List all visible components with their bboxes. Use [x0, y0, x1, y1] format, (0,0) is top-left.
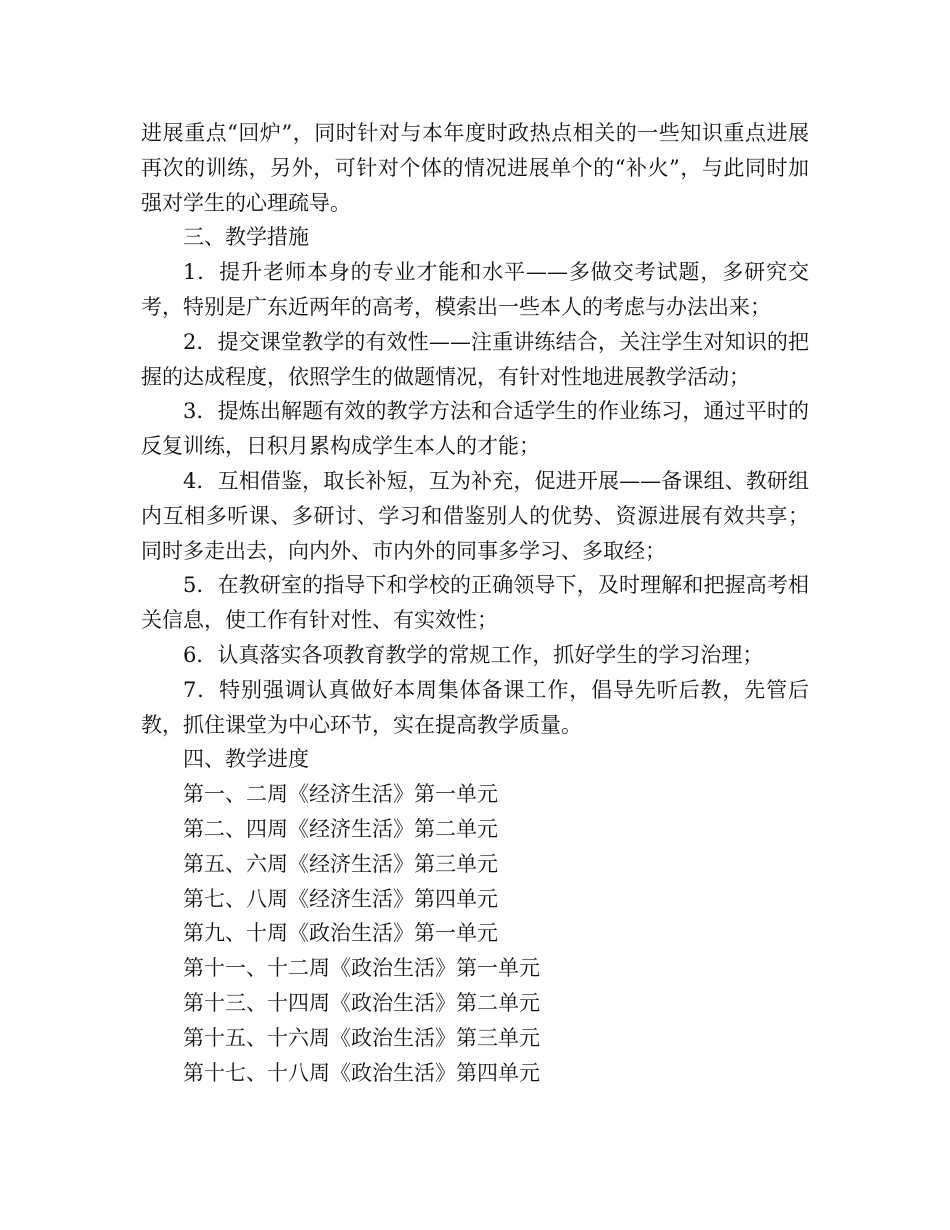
schedule-line: 第十七、十八周《政治生活》第四单元 [183, 1060, 540, 1085]
schedule-line: 第七、八周《经济生活》第四单元 [183, 886, 498, 911]
measure-item-6: 6．认真落实各项教育教学的常规工作，抓好学生的学习治理； [183, 642, 764, 667]
measure-item-7: 7．特别强调认真做好本周集体备课工作，倡导先听后教，先管后教，抓住课堂为中心环节，实在提高教学质量。 [141, 677, 809, 737]
schedule-line: 第五、六周《经济生活》第三单元 [183, 851, 498, 876]
measure-item-3: 3．提炼出解题有效的教学方法和合适学生的作业练习，通过平时的反复训练，日积月累构成学生本人的才能； [141, 399, 809, 459]
measure-item-5: 5．在教研室的指导下和学校的正确领导下，及时理解和把握高考相关信息，使工作有针对性、有实效性； [141, 573, 809, 633]
measure-item-2: 2．提交课堂教学的有效性——注重讲练结合，关注学生对知识的把握的达成程度，依照学生的做题情况，有针对性地进展教学活动； [141, 329, 809, 389]
measure-item-1: 1．提升老师本身的专业才能和水平——多做交考试题，多研究交考，特别是广东近两年的高考，模索出一些本人的考虑与办法出来； [141, 260, 809, 319]
schedule-line: 第九、十周《政治生活》第一单元 [183, 921, 498, 946]
schedule-line: 第十一、十二周《政治生活》第一单元 [183, 956, 540, 981]
schedule-line: 第一、二周《经济生活》第一单元 [183, 782, 498, 807]
measure-item-4: 4．互相借鉴，取长补短，互为补充，促进开展——备课组、教研组内互相多听课、多研讨、学习和借鉴别人的优势、资源进展有效共享；同时多走出去，向内外、市内外的同事多学习、多取经； [141, 468, 809, 563]
section-3-heading: 三、教学措施 [183, 225, 309, 250]
schedule-line: 第十五、十六周《政治生活》第三单元 [183, 1025, 540, 1050]
document-body [141, 116, 809, 1090]
intro-paragraph: 进展重点“回炉”，同时针对与本年度时政热点相关的一些知识重点进展再次的训练，另外，可针对个体的情况进展单个的“补火”，与此同时加强对学生的心理疏导。 [141, 121, 809, 215]
section-4-heading: 四、教学进度 [183, 747, 309, 772]
schedule-line: 第二、四周《经济生活》第二单元 [183, 816, 498, 841]
schedule-line: 第十三、十四周《政治生活》第二单元 [183, 990, 540, 1015]
